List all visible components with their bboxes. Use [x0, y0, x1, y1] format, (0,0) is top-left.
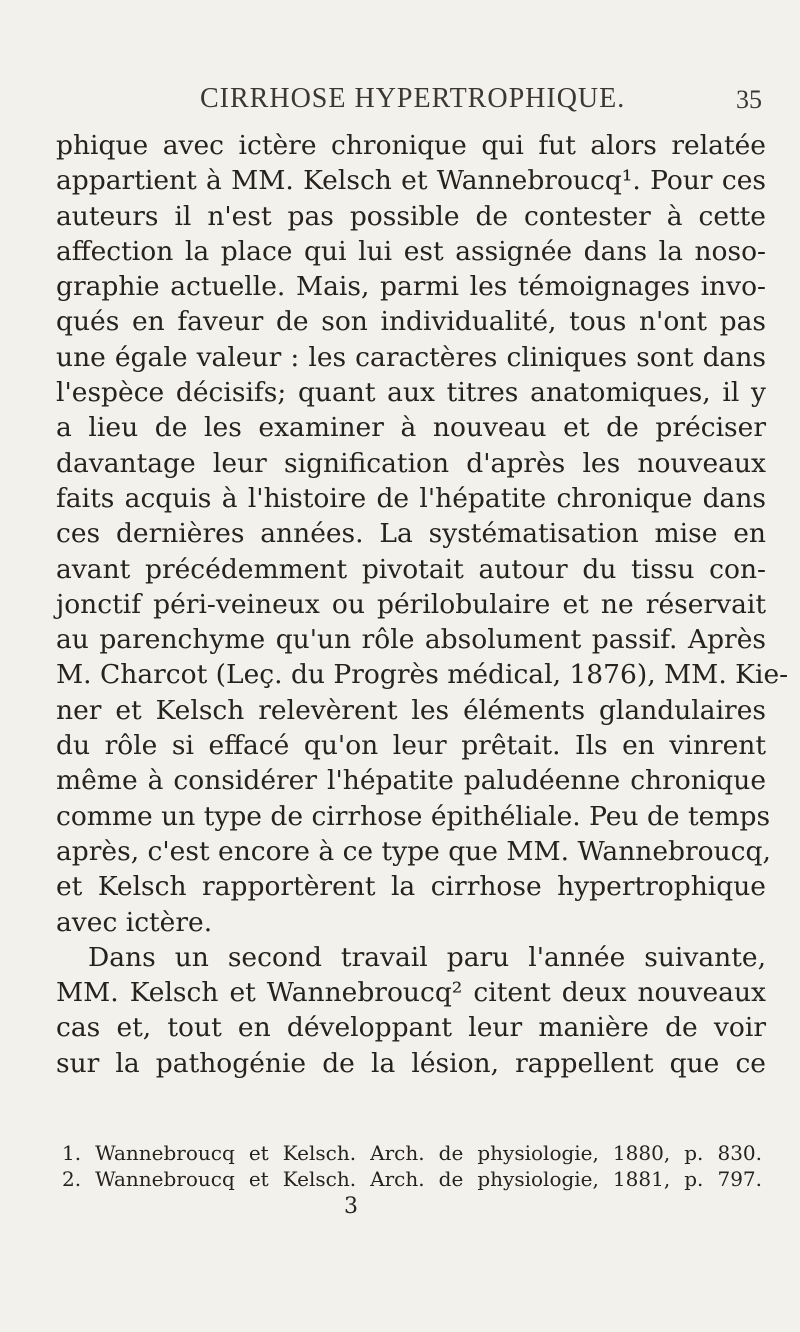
text-line: comme un type de cirrhose épithéliale. Peu de temps	[56, 800, 771, 832]
text-line: phique avec ictère chronique qui fut alors relatée	[56, 130, 766, 161]
text-line: M. Charcot (Leç. du Progrès médical, 1876), MM. Kie-	[56, 659, 789, 691]
text-line: auteurs il n'est pas possible de contester à cette	[56, 200, 766, 232]
text-line: affection la place qui lui est assignée dans la noso-	[56, 235, 766, 267]
footnote-2: 2. Wannebroucq et Kelsch. Arch. de physiologie, 1881, p. 797.	[62, 1167, 762, 1191]
body-text	[56, 128, 789, 1081]
text-line: l'espèce décisifs; quant aux titres anatomiques, il y	[56, 377, 766, 409]
text-line: jonctif péri-veineux ou périlobulaire et ne réservait	[56, 588, 766, 620]
text-line: même à considérer l'hépatite paludéenne chronique	[56, 765, 766, 797]
footnote-1: 1. Wannebroucq et Kelsch. Arch. de physiologie, 1880, p. 830.	[62, 1141, 762, 1165]
text-line: ces dernières années. La systématisation mise en	[56, 518, 766, 550]
running-title: CIRRHOSE HYPERTROPHIQUE.	[200, 83, 626, 114]
text-line: cas et, tout en développant leur manière de voir	[56, 1012, 766, 1044]
text-line: au parenchyme qu'un rôle absolument passif. Après	[56, 624, 766, 656]
text-line: Dans un second travail paru l'année suivante,	[88, 941, 766, 973]
text-line: une égale valeur : les caractères cliniques sont dans	[56, 341, 766, 373]
text-line: MM. Kelsch et Wannebroucq² citent deux nouveaux	[56, 977, 766, 1009]
text-line: et Kelsch rapportèrent la cirrhose hypertrophique	[56, 871, 766, 903]
text-line: avec ictère.	[56, 906, 213, 938]
text-line: qués en faveur de son individualité, tous n'ont pas	[56, 306, 766, 338]
text-line: faits acquis à l'histoire de l'hépatite chronique dans	[56, 482, 766, 514]
text-line: après, c'est encore à ce type que MM. Wannebroucq,	[56, 835, 771, 867]
text-line: avant précédemment pivotait autour du tissu con-	[56, 553, 766, 585]
running-head	[62, 83, 762, 119]
text-line: ner et Kelsch relevèrent les éléments glandulaires	[56, 694, 766, 726]
text-line: a lieu de les examiner à nouveau et de préciser	[56, 412, 766, 444]
text-line: davantage leur signification d'après les nouveaux	[56, 447, 766, 479]
page-number: 35	[736, 85, 762, 114]
text-line: sur la pathogénie de la lésion, rappellent que ce	[56, 1047, 766, 1079]
signature-mark: 3	[344, 1194, 358, 1219]
footnotes	[62, 1140, 762, 1192]
text-line: graphie actuelle. Mais, parmi les témoignages invo-	[56, 271, 766, 303]
text-line: appartient à MM. Kelsch et Wannebroucq¹. Pour ces	[56, 165, 766, 197]
text-line: du rôle si effacé qu'on leur prêtait. Ils en vinrent	[56, 730, 766, 762]
